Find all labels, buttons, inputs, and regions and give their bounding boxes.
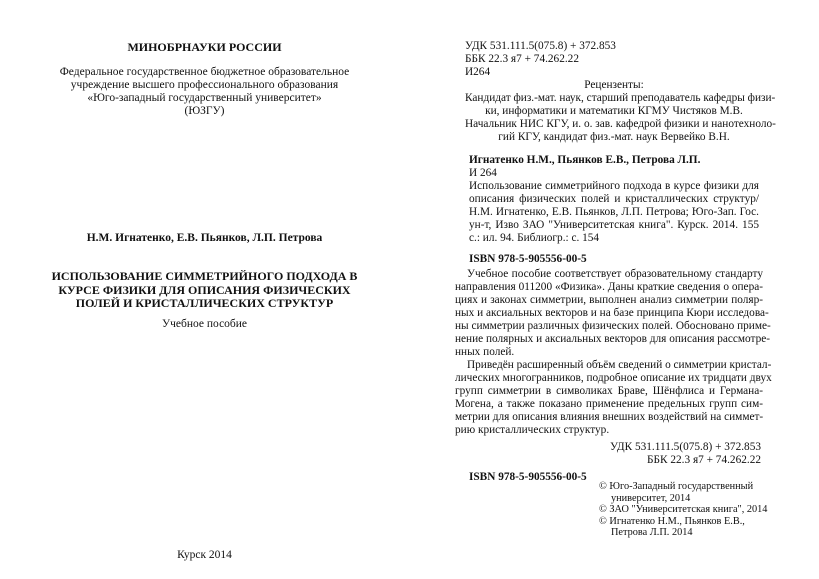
copyright-block	[599, 481, 767, 539]
isbn-top: ISBN 978-5-905556-00-5	[469, 253, 587, 265]
udk-code: УДК 531.111.5(075.8) + 372.853	[465, 40, 616, 52]
reviewers-block	[465, 92, 776, 144]
left-page	[0, 0, 409, 579]
bbk-code: ББК 22.3 я7 + 74.262.22	[465, 53, 579, 65]
book-title-line: ПОЛЕЙ И КРИСТАЛЛИЧЕСКИХ СТРУКТУР	[75, 296, 334, 310]
copyright-line: Петрова Л.П. 2014	[611, 527, 693, 538]
right-page	[409, 0, 819, 579]
author-mark: И264	[465, 66, 491, 78]
institution-line: учреждение высшего профессионального образования	[70, 79, 339, 91]
udk-bottom-block	[610, 441, 761, 467]
abstract-line: метрии для описания влияния внешних воздействий на симмет-	[455, 411, 764, 423]
udk-top-block	[465, 40, 616, 79]
institution-block	[40, 66, 369, 118]
abstract-line: Могена, а также показано применение предельных групп сим-	[455, 398, 763, 410]
catalog-description: Использование симметрийного подхода в курсе физики для описания физических полей и кристаллических структур/ Н.М. Игнатенко, Е.В. Пьянков, Л.П. Петрова; Юго-Зап. Гос. ун-т, Изво ЗАО "Университетская книга". Курск. 2014. 155 с.: ил. 94. Библиогр.: с. 154	[469, 180, 759, 244]
book-title	[46, 270, 363, 311]
abstract-line: ны симметрии различных физических полей. Обосновано приме-	[455, 320, 771, 332]
authors: Н.М. Игнатенко, Е.В. Пьянков, Л.П. Петрова	[86, 232, 323, 244]
reviewers-heading: Рецензенты:	[584, 79, 644, 91]
abstract-line: нных полей.	[455, 346, 515, 358]
institution-line: Федеральное государственное бюджетное образовательное	[59, 66, 350, 78]
copyright-line: © Игнатенко Н.М., Пьянков Е.В.,	[599, 515, 745, 527]
abstract-line: рию кристаллических структур.	[455, 424, 610, 436]
copyright-line: © Юго-Западный государственный	[599, 481, 754, 492]
abstract-line: направления 011200 «Физика». Даны краткие сведения о опера-	[455, 281, 763, 293]
abstract-line: лических многогранников, подробное описание их тридцати двух	[455, 372, 772, 384]
reviewer-line: ки, информатики и математики КГМУ Чистяков М.В.	[485, 105, 743, 117]
catalog-code: И 264	[469, 167, 497, 179]
abstract-line: групп симметрии в символиках Браве, Шёнфлиса и Германа-	[455, 385, 763, 397]
copyright-line: университет, 2014	[611, 492, 691, 504]
reviewer-line: Кандидат физ.-мат. наук, старший преподаватель кафедры физи-	[465, 92, 776, 104]
copyright-line: © ЗАО "Университетская книга", 2014	[599, 504, 768, 515]
abstract-block	[455, 268, 772, 437]
book-subtitle: Учебное пособие	[161, 318, 248, 330]
abstract-line: Учебное пособие соответствует образовательному стандарту	[467, 268, 763, 280]
book-title-line: КУРСЕ ФИЗИКИ ДЛЯ ОПИСАНИЯ ФИЗИЧЕСКИХ	[58, 282, 351, 297]
abstract-line: циях и законах симметрии, выполнен анализ симметрии поляр-	[455, 294, 763, 306]
institution-line: «Юго-западный государственный университет»	[87, 92, 322, 104]
institution-line: (ЮЗГУ)	[184, 105, 225, 117]
ministry-heading: МИНОБРНАУКИ РОССИИ	[127, 40, 282, 54]
city-year: Курск 2014	[177, 549, 232, 561]
book-title-line: ИСПОЛЬЗОВАНИЕ СИММЕТРИЙНОГО ПОДХОДА В	[51, 269, 358, 283]
catalog-card	[469, 154, 759, 245]
abstract-line: ных и аксиальных векторов и на базе принципа Кюри исследова-	[455, 307, 769, 319]
udk-code-bottom: УДК 531.111.5(075.8) + 372.853	[610, 441, 761, 453]
reviewer-line: Начальник НИС КГУ, и. о. зав. кафедрой физики и нанотехноло-	[465, 118, 776, 130]
catalog-authors: Игнатенко Н.М., Пьянков Е.В., Петрова Л.П.	[469, 154, 701, 166]
bbk-code-bottom: ББК 22.3 я7 + 74.262.22	[647, 454, 761, 466]
abstract-line: нение полярных и аксиальных векторов для описания рассмотре-	[455, 333, 771, 345]
isbn-bottom: ISBN 978-5-905556-00-5	[469, 471, 587, 483]
abstract-line: Приведён расширенный объём сведений о симметрии кристал-	[467, 359, 772, 371]
reviewer-line: гий КГУ, кандидат физ.-мат. наук Вервейко В.Н.	[498, 131, 730, 143]
